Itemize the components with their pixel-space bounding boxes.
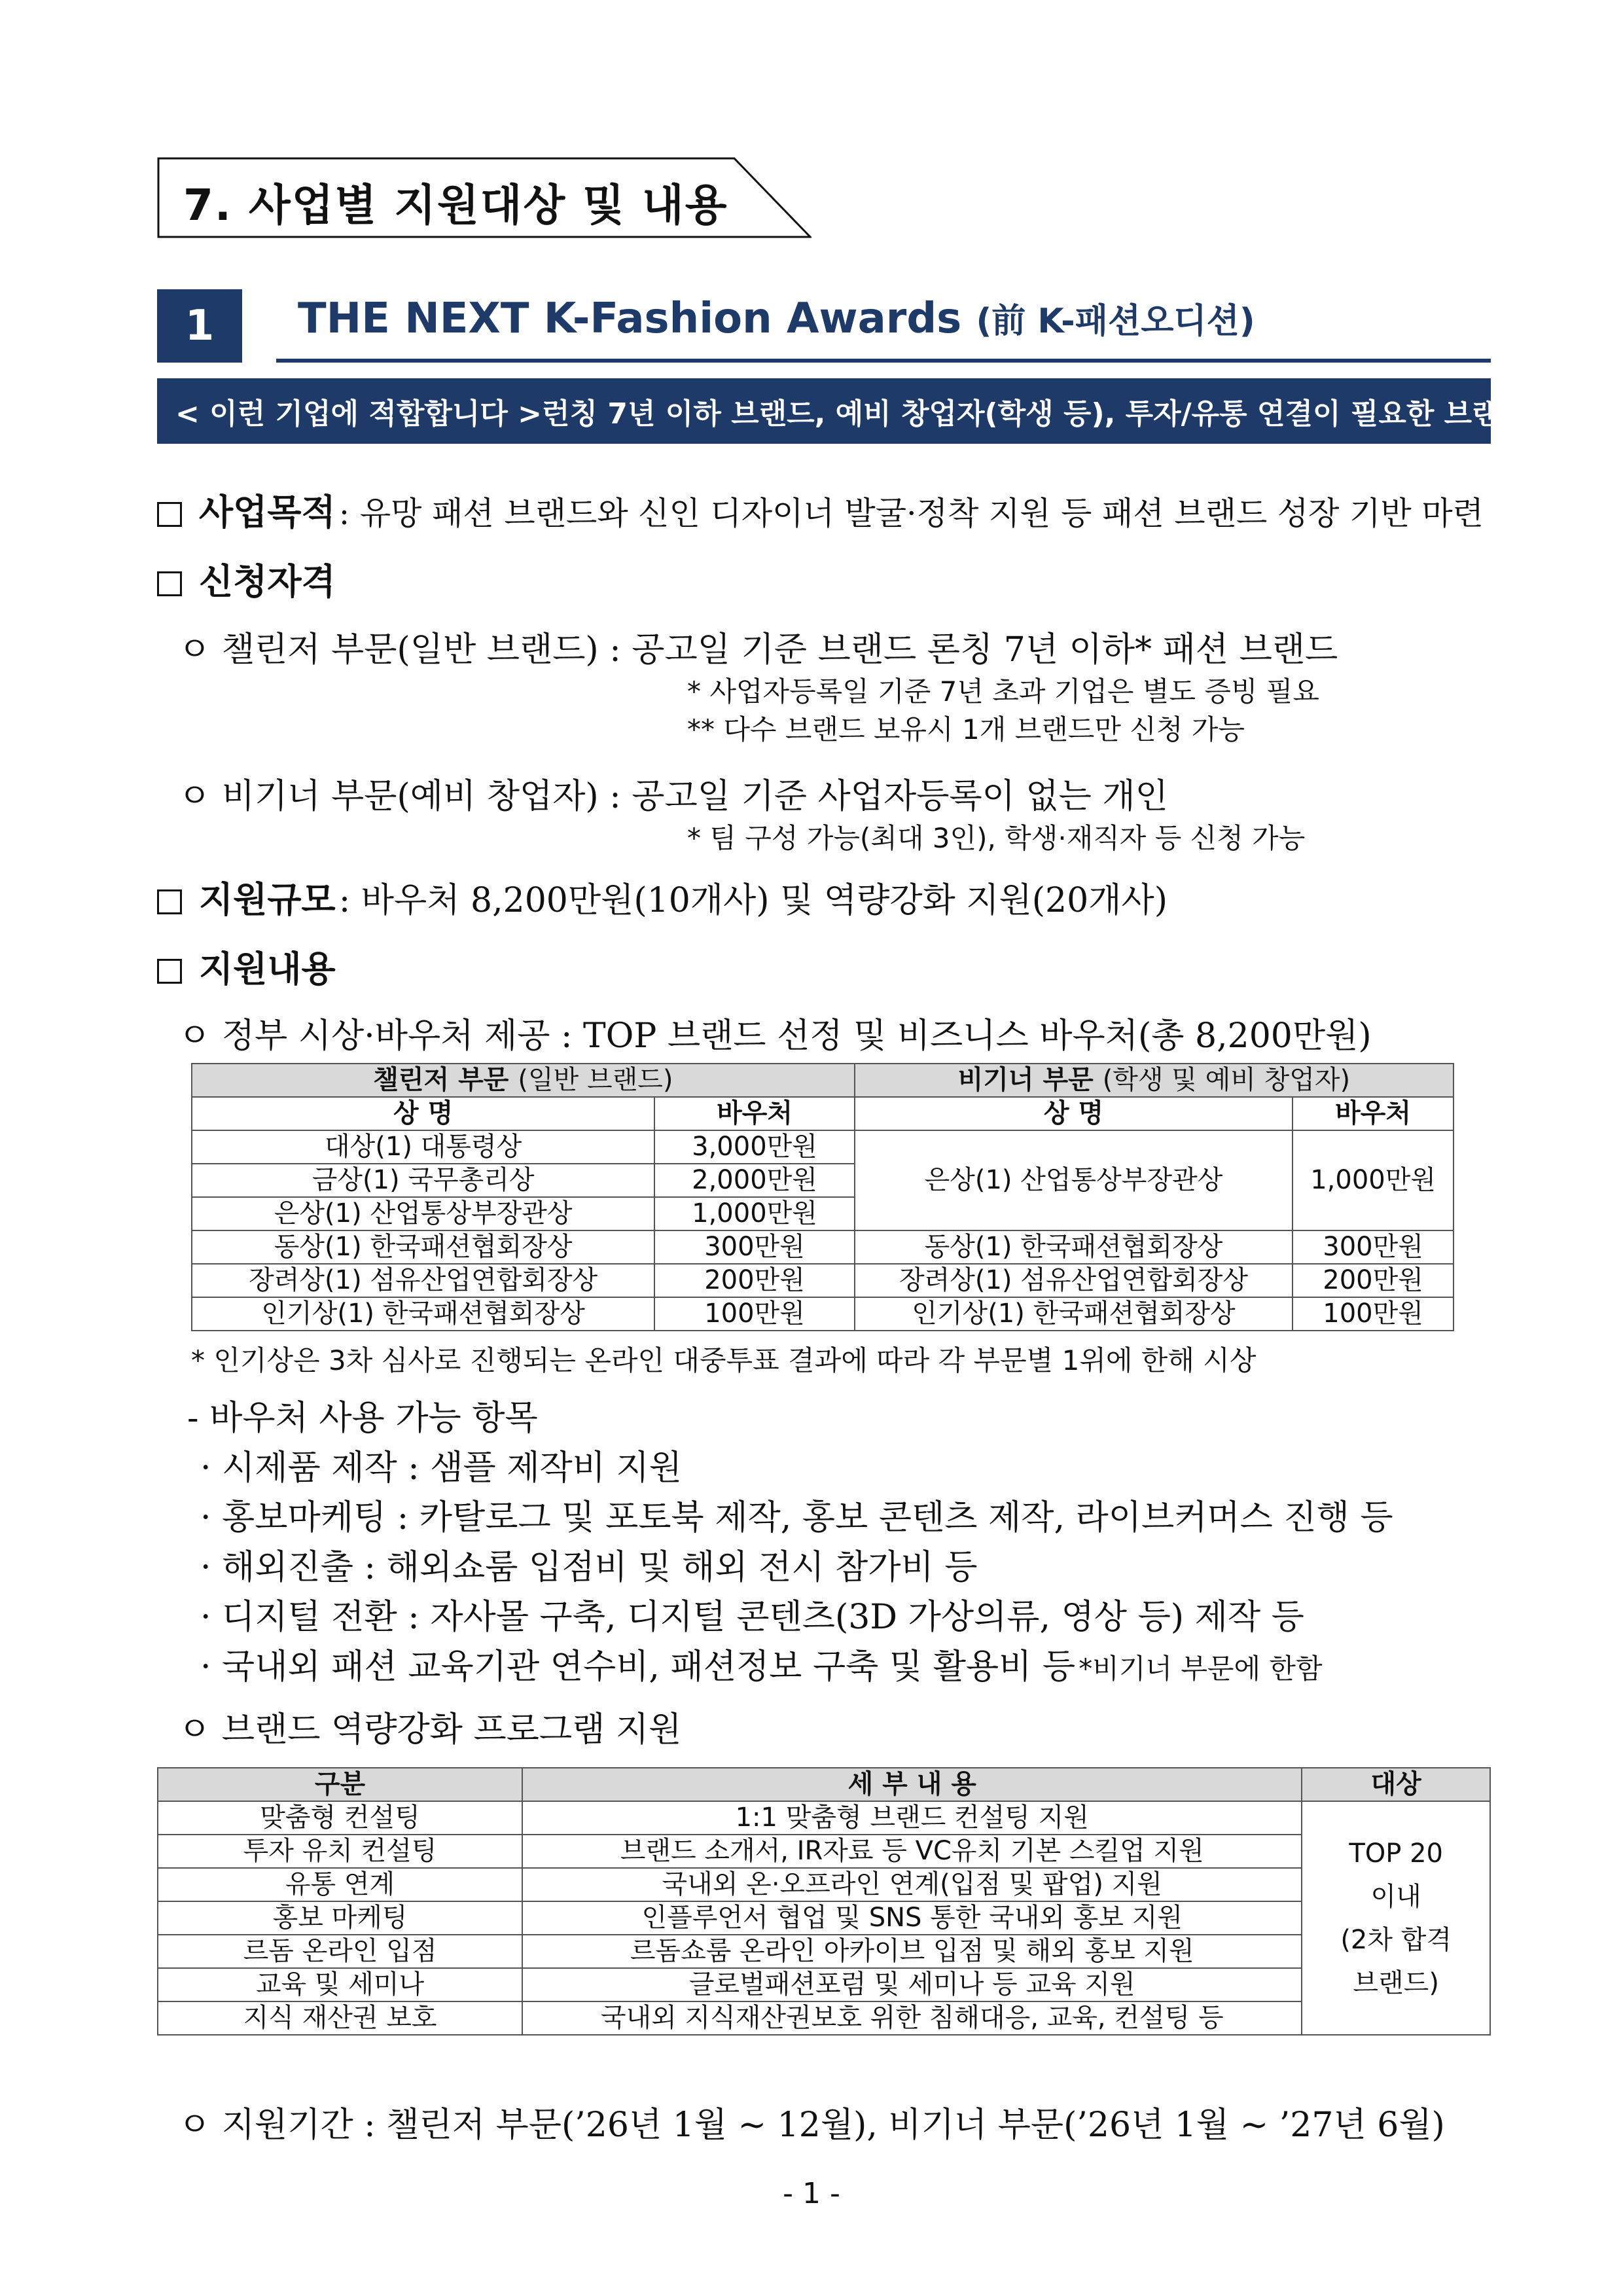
award-name: 동상(1) 한국패션협회장상 (192, 1230, 654, 1264)
challenger-eligibility: ㅇ 챌린저 부문(일반 브랜드) : 공고일 기준 브랜드 론칭 7년 이하* 패션 브랜드 (178, 630, 1338, 670)
section-header (157, 157, 812, 238)
support-period: ㅇ 지원기간 : 챌린저 부문(’26년 1월 ~ 12월), 비기너 부문(’26년 1월 ~ ’27년 6월) (178, 2106, 1445, 2145)
table-row (158, 1968, 1490, 2001)
challenger-note-2: ** 다수 브랜드 보유시 1개 브랜드만 신청 가능 (687, 713, 1245, 745)
col-award-name: 상 명 (855, 1097, 1293, 1130)
award-name: 대상(1) 대통령상 (192, 1130, 654, 1164)
challenger-note-1: * 사업자등록일 기준 7년 초과 기업은 별도 증빙 필요 (687, 675, 1319, 708)
voucher-item: · 홍보마케팅 : 카탈로그 및 포토북 제작, 홍보 콘텐츠 제작, 라이브커머스 진행 등 (200, 1498, 1393, 1537)
award-voucher: 300만원 (654, 1230, 855, 1264)
page-number: - 1 - (783, 2177, 840, 2210)
target-line: 브랜드) (1353, 1967, 1439, 1998)
support-type: 투자 유치 컨설팅 (158, 1835, 522, 1868)
support-detail: 국내외 온·오프라인 연계(입점 및 팝업) 지원 (522, 1868, 1302, 1901)
table-row (158, 2001, 1490, 2035)
award-voucher: 100만원 (654, 1297, 855, 1331)
award-voucher: 200만원 (654, 1264, 855, 1297)
table-row (192, 1297, 1454, 1331)
award-name: 인기상(1) 한국패션협회장상 (855, 1297, 1293, 1331)
award-name: 금상(1) 국무총리상 (192, 1164, 654, 1197)
eligibility-label: 신청자격 (199, 561, 336, 602)
support-type: 교육 및 세미나 (158, 1968, 522, 2001)
purpose-row (157, 484, 1484, 535)
table-row (192, 1264, 1454, 1297)
support-type: 맞춤형 컨설팅 (158, 1801, 522, 1835)
table-row (158, 1801, 1490, 1835)
program-title-underline (276, 359, 1491, 363)
purpose-text: : 유망 패션 브랜드와 신인 디자이너 발굴·정착 지원 등 패션 브랜드 성장 기반 마련 (338, 495, 1484, 532)
award-name: 장려상(1) 섬유산업연합회장상 (855, 1264, 1293, 1297)
scale-label: 지원규모 (199, 879, 336, 920)
award-voucher: 200만원 (1293, 1264, 1454, 1297)
checkbox-square-icon (157, 502, 182, 527)
program-title (298, 293, 1255, 343)
content-label: 지원내용 (199, 948, 336, 990)
award-table-note: * 인기상은 3차 심사로 진행되는 온라인 대중투표 결과에 따라 각 부문별 1위에 한해 시상 (191, 1344, 1257, 1376)
award-voucher: 2,000만원 (654, 1164, 855, 1197)
support-detail: 브랜드 소개서, IR자료 등 VC유치 기본 스킬업 지원 (522, 1835, 1302, 1868)
award-name: 동상(1) 한국패션협회장상 (855, 1230, 1293, 1264)
support-detail: 글로벌패션포럼 및 세미나 등 교육 지원 (522, 1968, 1302, 2001)
award-line: ㅇ 정부 시상·바우처 제공 : TOP 브랜드 선정 및 비즈니스 바우처(총 8,200만원) (178, 1016, 1372, 1056)
support-detail: 인플루언서 협업 및 SNS 통한 국내외 홍보 지원 (522, 1901, 1302, 1935)
voucher-item: · 시제품 제작 : 샘플 제작비 지원 (200, 1448, 683, 1488)
beginner-note: * 팀 구성 가능(최대 3인), 학생·재직자 등 신청 가능 (687, 822, 1306, 854)
target-line: TOP 20 (1349, 1838, 1443, 1869)
award-name: 은상(1) 산업통상부장관상 (192, 1197, 654, 1230)
col-detail: 세 부 내 용 (522, 1768, 1302, 1801)
award-table (191, 1063, 1454, 1331)
support-type: 르돔 온라인 입점 (158, 1935, 522, 1968)
table-row (158, 1901, 1490, 1935)
col-award-name: 상 명 (192, 1097, 654, 1130)
program-number-badge: 1 (157, 289, 242, 363)
banner-tag: < 이런 기업에 적합합니다 > (175, 397, 543, 431)
award-voucher: 300만원 (1293, 1230, 1454, 1264)
award-voucher: 100만원 (1293, 1297, 1454, 1331)
table-row (158, 1835, 1490, 1868)
program-support-heading: ㅇ 브랜드 역량강화 프로그램 지원 (178, 1710, 682, 1749)
col-voucher: 바우처 (654, 1097, 855, 1130)
col-type: 구분 (158, 1768, 522, 1801)
program-title-main: THE NEXT K-Fashion Awards (298, 295, 962, 343)
award-name: 인기상(1) 한국패션협회장상 (192, 1297, 654, 1331)
support-target (1302, 1801, 1490, 2035)
program-support-table (157, 1767, 1491, 2036)
beginner-eligibility: ㅇ 비기너 부문(예비 창업자) : 공고일 기준 사업자등록이 없는 개인 (178, 777, 1168, 816)
checkbox-square-icon (157, 571, 182, 596)
award-name: 장려상(1) 섬유산업연합회장상 (192, 1264, 654, 1297)
voucher-item: · 해외진출 : 해외쇼룸 입점비 및 해외 전시 참가비 등 (200, 1548, 978, 1587)
col-target: 대상 (1302, 1768, 1490, 1801)
voucher-items-heading: - 바우처 사용 가능 항목 (187, 1399, 538, 1438)
voucher-item-note: *비기너 부문에 한함 (1079, 1653, 1323, 1685)
banner-text: 런칭 7년 이하 브랜드, 예비 창업자(학생 등), 투자/유통 연결이 필요한 브랜드 등 (542, 397, 1565, 431)
support-type: 홍보 마케팅 (158, 1901, 522, 1935)
scale-row (157, 872, 1168, 922)
award-voucher: 3,000만원 (654, 1130, 855, 1164)
voucher-item-last (200, 1639, 1323, 1688)
challenger-section-header: 챌린저 부문 (일반 브랜드) (192, 1064, 855, 1097)
col-voucher: 바우처 (1293, 1097, 1454, 1130)
support-detail: 국내외 지식재산권보호 위한 침해대응, 교육, 컨설팅 등 (522, 2001, 1302, 2035)
table-row (158, 1935, 1490, 1968)
voucher-item: · 국내외 패션 교육기관 연수비, 패션정보 구축 및 활용비 등 (200, 1647, 1076, 1687)
program-subtitle: (前 K-패션오디션) (976, 302, 1255, 341)
purpose-label: 사업목적 (199, 492, 336, 533)
table-row (192, 1130, 1454, 1164)
beginner-section-header: 비기너 부문 (학생 및 예비 창업자) (855, 1064, 1454, 1097)
award-voucher: 1,000만원 (654, 1197, 855, 1230)
support-type: 지식 재산권 보호 (158, 2001, 522, 2035)
content-row (157, 941, 336, 992)
table-row (192, 1230, 1454, 1264)
target-banner (157, 378, 1565, 444)
checkbox-square-icon (157, 889, 182, 914)
award-name: 은상(1) 산업통상부장관상 (855, 1130, 1293, 1230)
award-voucher: 1,000만원 (1293, 1130, 1454, 1230)
section-title: 7. 사업별 지원대상 및 내용 (183, 180, 728, 230)
support-detail: 1:1 맞춤형 브랜드 컨설팅 지원 (522, 1801, 1302, 1835)
scale-text: : 바우처 8,200만원(10개사) 및 역량강화 지원(20개사) (338, 881, 1168, 920)
target-line: (2차 합격 (1340, 1924, 1452, 1955)
support-type: 유통 연계 (158, 1868, 522, 1901)
checkbox-square-icon (157, 959, 182, 984)
target-line: 이내 (1370, 1881, 1421, 1912)
eligibility-row (157, 554, 336, 604)
support-detail: 르돔쇼룸 온라인 아카이브 입점 및 해외 홍보 지원 (522, 1935, 1302, 1968)
voucher-item: · 디지털 전환 : 자사몰 구축, 디지털 콘텐츠(3D 가상의류, 영상 등) 제작 등 (200, 1598, 1304, 1637)
table-row (158, 1868, 1490, 1901)
